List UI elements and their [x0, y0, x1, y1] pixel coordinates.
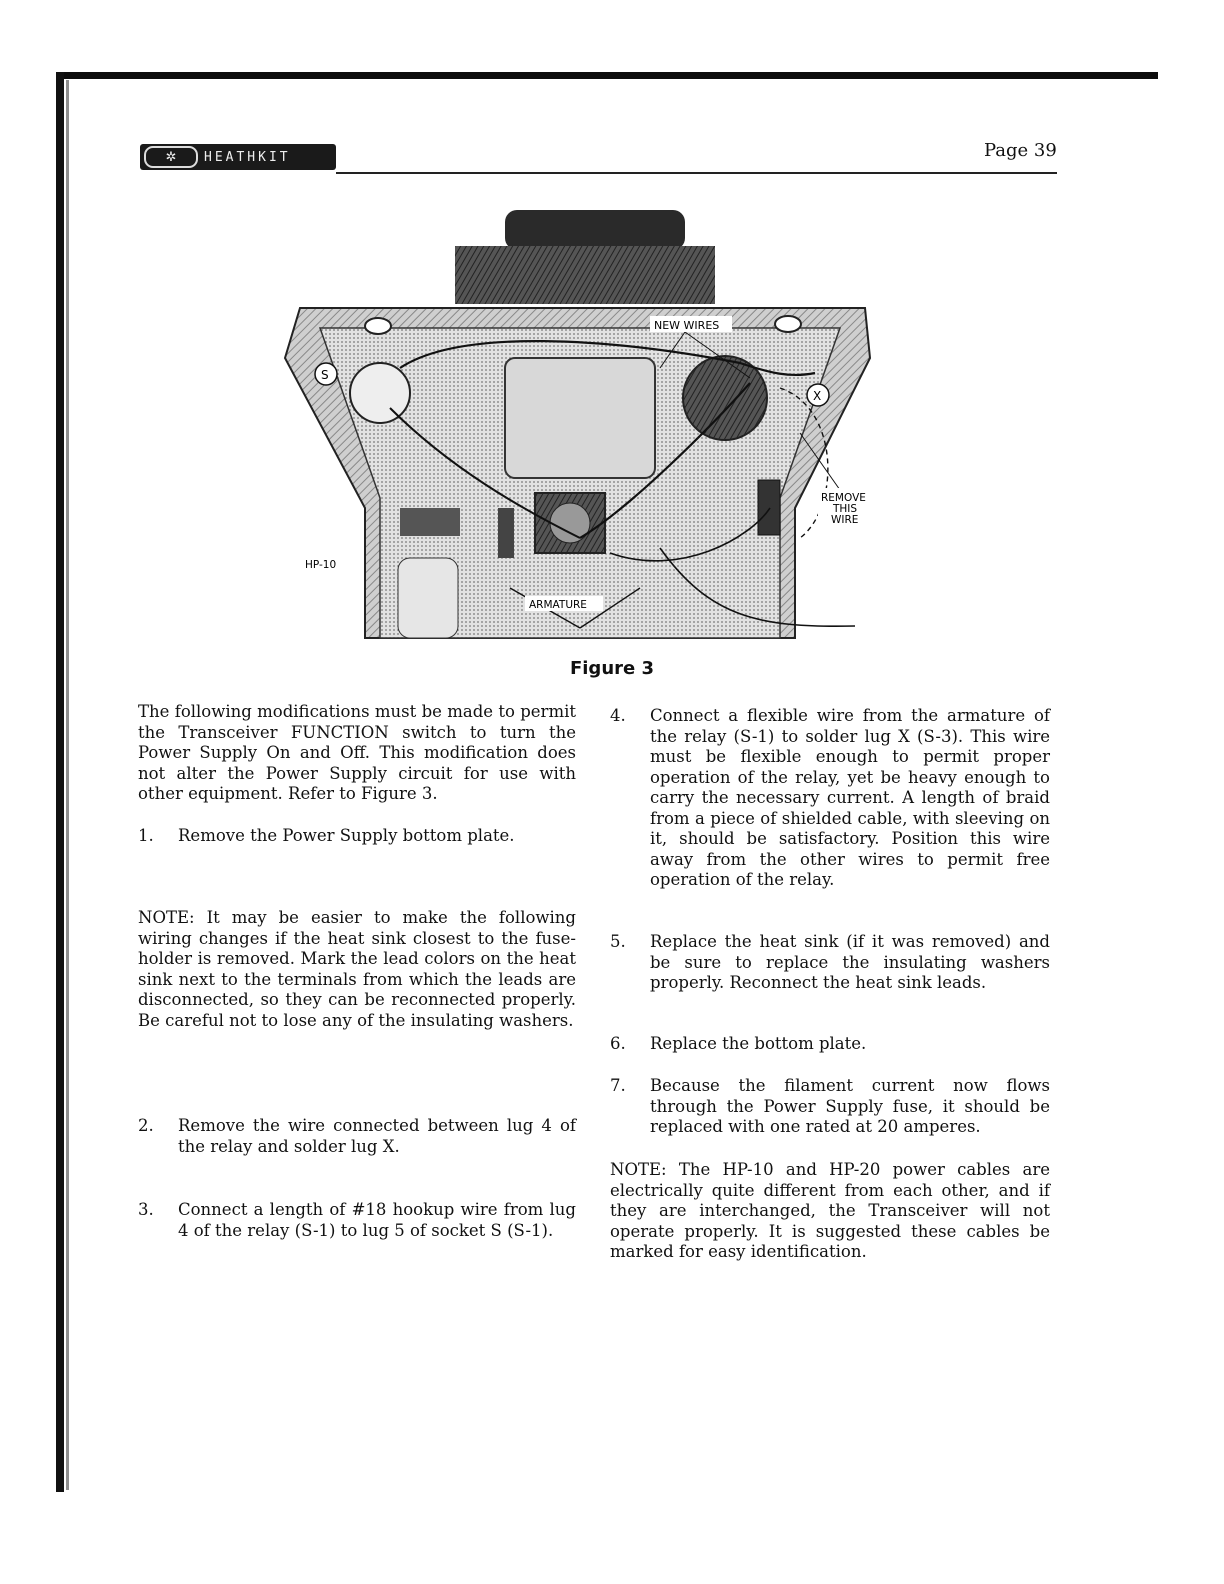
filter-capacitor — [505, 358, 655, 478]
brand-name: HEATHKIT — [204, 149, 291, 165]
fuse-holder — [758, 480, 780, 535]
heathkit-logo — [140, 144, 336, 170]
transformer-cap — [505, 210, 685, 250]
step-5: 5. Replace the heat sink (if it was removed) and be sure to replace the insulating washers properly. Reconnect the heat sink leads. — [610, 932, 1050, 992]
binding-edge — [56, 72, 64, 1492]
label-this: THIS — [833, 503, 858, 515]
label-new-wires: NEW WIRES — [654, 319, 720, 332]
label-x: X — [813, 389, 822, 403]
top-border-rule — [58, 72, 1158, 79]
step-6: 6. Replace the bottom plate. — [610, 1034, 867, 1053]
label-remove: REMOVE — [821, 492, 866, 504]
label-armature: ARMATURE — [529, 599, 587, 611]
transformer-core — [455, 246, 715, 304]
step-3: 3. Connect a length of #18 hookup wire from lug 4 of the relay (S-1) to lug 5 of socket S (S-1). — [138, 1200, 576, 1240]
socket-s — [350, 363, 410, 423]
step-4: 4. Connect a flexible wire from the armature of the relay (S-1) to solder lug X (S-3). This wire must be flexible enough to permit proper operation of the relay, yet be heavy enough to carry the necessary current. A length of braid from a piece of shielded cable, with sleeving on it, should be satisfactory. Position this wire away from the other wires to permit free operation of the relay. — [610, 706, 1050, 889]
header-rule — [336, 172, 1057, 174]
resistor — [498, 508, 514, 558]
heathkit-emblem-icon: ✲ — [144, 146, 198, 168]
step-1: 1. Remove the Power Supply bottom plate. — [138, 826, 515, 845]
figure-3-illustration — [280, 208, 890, 640]
page-number: Page 39 — [984, 140, 1057, 161]
figure-caption: Figure 3 — [569, 658, 655, 679]
intro-paragraph: The following modifications must be made to permit the Transceiver FUNCTION switch to turn the Power Supply On and Off. This modification does not alter the Power Supply circuit for use with other equipment. Refer to Figure 3. — [138, 702, 576, 803]
label-s: S — [321, 368, 329, 382]
binding-edge-shadow — [66, 80, 69, 1490]
note-heat-sink: NOTE: It may be easier to make the following wiring changes if the heat sink closest to the fuse-holder is removed. Mark the lead colors on the heat sink next to the terminals from which the leads are disconnected, so they can be reconnected properly. Be careful not to lose any of the insulating washers. — [138, 908, 576, 1030]
label-hp10: HP-10 — [305, 559, 337, 571]
step-7: 7. Because the filament current now flows through the Power Supply fuse, it should be replaced with one rated at 20 amperes. — [610, 1076, 1050, 1136]
step-2: 2. Remove the wire connected between lug 4 of the relay and solder lug X. — [138, 1116, 576, 1156]
note-power-cables: NOTE: The HP-10 and HP-20 power cables are electrically quite different from each other, and if they are interchanged, the Transceiver will not operate properly. It is suggested these cables be marked for easy identification. — [610, 1160, 1050, 1261]
label-wire: WIRE — [831, 514, 859, 526]
